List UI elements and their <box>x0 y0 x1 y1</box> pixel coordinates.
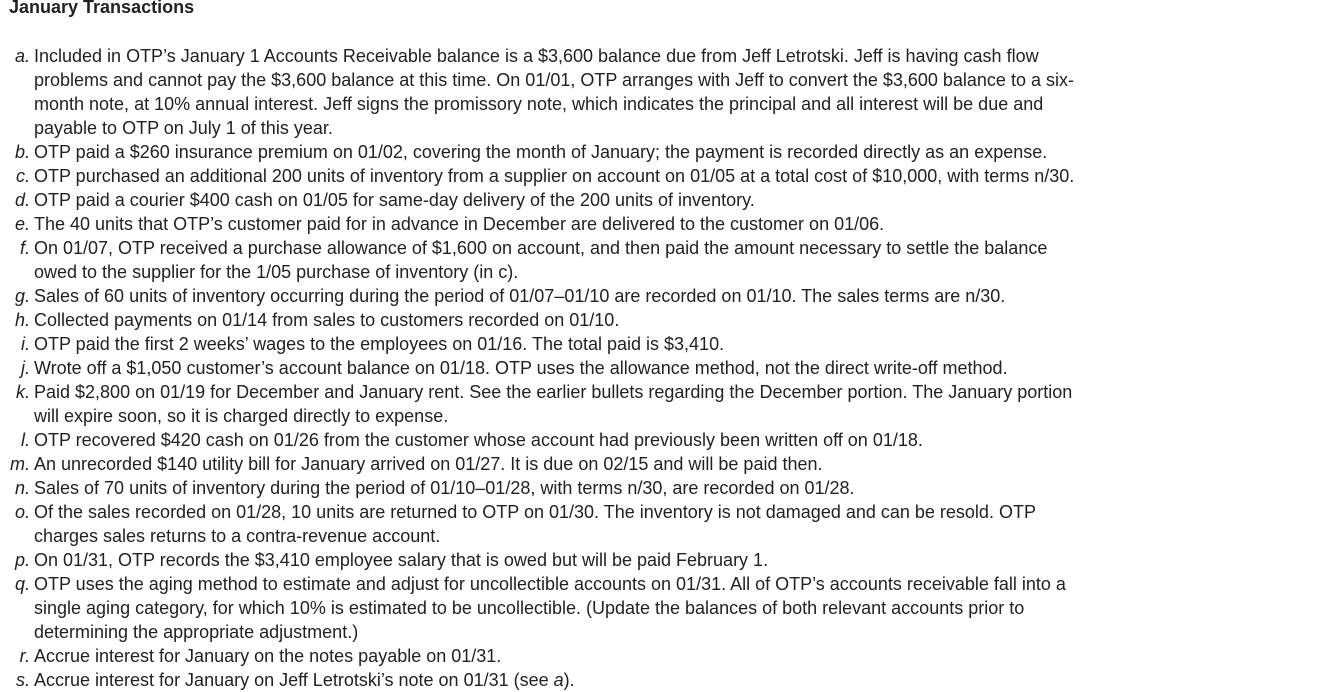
page-title: January Transactions <box>9 0 195 17</box>
transaction-letter: n. <box>14 478 30 498</box>
transaction-line: OTP paid a courier $400 cash on 01/05 for same-day delivery of the 200 units of inventory. <box>34 190 755 210</box>
transaction-item <box>0 212 1337 236</box>
transaction-line: OTP paid a $260 insurance premium on 01/02, covering the month of January; the payment is recorded directly as an expense. <box>34 142 1048 162</box>
transaction-segment: Accrue interest for January on Jeff Letrotski’s note on 01/31 (see <box>34 670 554 690</box>
transaction-line <box>34 668 1337 692</box>
transaction-line: On 01/31, OTP records the $3,410 employee salary that is owed but will be paid February 1. <box>34 550 769 570</box>
transaction-letter: a. <box>14 46 30 66</box>
transaction-letter: d. <box>14 190 30 210</box>
transaction-item <box>0 44 1337 140</box>
transaction-line: month note, at 10% annual interest. Jeff signs the promissory note, which indicates the principal and all interest will be due and <box>34 94 1044 114</box>
transaction-text <box>34 356 1337 380</box>
transaction-line: Accrue interest for January on the notes payable on 01/31. <box>34 646 502 666</box>
transaction-item <box>0 668 1337 692</box>
transaction-line: single aging category, for which 10% is estimated to be uncollectible. (Update the balances of both relevant accounts prior to <box>34 598 1025 618</box>
transaction-item <box>0 452 1337 476</box>
transaction-item <box>0 332 1337 356</box>
transaction-line: will expire soon, so it is charged directly to expense. <box>34 406 449 426</box>
transaction-text <box>34 380 1337 428</box>
transaction-line: Of the sales recorded on 01/28, 10 units are returned to OTP on 01/30. The inventory is not damaged and can be resold. OTP <box>34 502 1036 522</box>
transaction-item <box>0 236 1337 284</box>
transaction-letter: p. <box>14 550 30 570</box>
transaction-text <box>34 284 1337 308</box>
transaction-text <box>34 548 1337 572</box>
transaction-line: payable to OTP on July 1 of this year. <box>34 118 333 138</box>
transaction-letter: r. <box>19 646 30 666</box>
transaction-text <box>34 572 1337 644</box>
transaction-item <box>0 164 1337 188</box>
transaction-letter: h. <box>14 310 30 330</box>
transaction-letter: f. <box>19 238 30 258</box>
transaction-letter: b. <box>14 142 30 162</box>
transaction-line: Wrote off a $1,050 customer’s account balance on 01/18. OTP uses the allowance method, not the direct write-off method. <box>34 358 1008 378</box>
transaction-line: Sales of 70 units of inventory during the period of 01/10–01/28, with terms n/30, are recorded on 01/28. <box>34 478 855 498</box>
transaction-line: OTP paid the first 2 weeks’ wages to the employees on 01/16. The total paid is $3,410. <box>34 334 725 354</box>
transaction-item <box>0 644 1337 668</box>
transaction-text <box>34 452 1337 476</box>
transaction-text <box>34 668 1337 692</box>
transaction-letter: l. <box>21 430 30 450</box>
transaction-line: OTP uses the aging method to estimate and adjust for uncollectible accounts on 01/31. All of OTP’s accounts receivable fall into a <box>34 574 1066 594</box>
transaction-text <box>34 140 1337 164</box>
transaction-line: charges sales returns to a contra-revenue account. <box>34 526 441 546</box>
transaction-line: Included in OTP’s January 1 Accounts Receivable balance is a $3,600 balance due from Jeff Letrotski. Jeff is having cash flow <box>34 46 1039 66</box>
transaction-text <box>34 332 1337 356</box>
transaction-text <box>34 212 1337 236</box>
transaction-letter: g. <box>14 286 30 306</box>
transaction-text <box>34 44 1337 140</box>
transaction-text <box>34 188 1337 212</box>
transaction-item <box>0 428 1337 452</box>
transaction-item <box>0 140 1337 164</box>
transaction-letter: e. <box>14 214 30 234</box>
transaction-letter: m. <box>10 454 30 474</box>
transaction-letter: q. <box>14 574 30 594</box>
transaction-line: OTP recovered $420 cash on 01/26 from the customer whose account had previously been written off on 01/18. <box>34 430 923 450</box>
transaction-letter: j. <box>21 358 30 378</box>
transaction-line: problems and cannot pay the $3,600 balance at this time. On 01/01, OTP arranges with Jeff to convert the $3,600 balance to a six- <box>34 70 1074 90</box>
transaction-line: Paid $2,800 on 01/19 for December and January rent. See the earlier bullets regarding the December portion. The January portion <box>34 382 1073 402</box>
transaction-item <box>0 356 1337 380</box>
transaction-item <box>0 572 1337 644</box>
transaction-item <box>0 548 1337 572</box>
transaction-text <box>34 500 1337 548</box>
transaction-list <box>0 44 1337 692</box>
transaction-letter: k. <box>15 382 30 402</box>
transaction-text <box>34 428 1337 452</box>
transaction-item <box>0 476 1337 500</box>
transaction-letter: i. <box>21 334 30 354</box>
transaction-letter: o. <box>14 502 30 522</box>
transaction-item <box>0 188 1337 212</box>
transaction-letter: c. <box>15 166 30 186</box>
transaction-text <box>34 308 1337 332</box>
transaction-line: On 01/07, OTP received a purchase allowance of $1,600 on account, and then paid the amount necessary to settle the balance <box>34 238 1048 258</box>
transaction-item <box>0 284 1337 308</box>
transaction-text <box>34 476 1337 500</box>
transaction-segment: ). <box>563 670 575 690</box>
transaction-reference: a <box>553 670 564 690</box>
transaction-text <box>34 644 1337 668</box>
transaction-letter: s. <box>15 670 30 690</box>
transaction-text <box>34 236 1337 284</box>
transaction-line: Collected payments on 01/14 from sales to customers recorded on 01/10. <box>34 310 620 330</box>
transaction-line: An unrecorded $140 utility bill for January arrived on 01/27. It is due on 02/15 and will be paid then. <box>34 454 823 474</box>
transaction-item <box>0 308 1337 332</box>
transaction-line: The 40 units that OTP’s customer paid for in advance in December are delivered to the customer on 01/06. <box>34 214 885 234</box>
transaction-line: OTP purchased an additional 200 units of inventory from a supplier on account on 01/05 at a total cost of $10,000, with terms n/30. <box>34 166 1075 186</box>
transaction-line: owed to the supplier for the 1/05 purchase of inventory (in c). <box>34 262 519 282</box>
transaction-item <box>0 500 1337 548</box>
transaction-text <box>34 164 1337 188</box>
transaction-item <box>0 380 1337 428</box>
transaction-line: determining the appropriate adjustment.) <box>34 622 359 642</box>
transaction-line: Sales of 60 units of inventory occurring during the period of 01/07–01/10 are recorded on 01/10. The sales terms are n/30. <box>34 286 1006 306</box>
